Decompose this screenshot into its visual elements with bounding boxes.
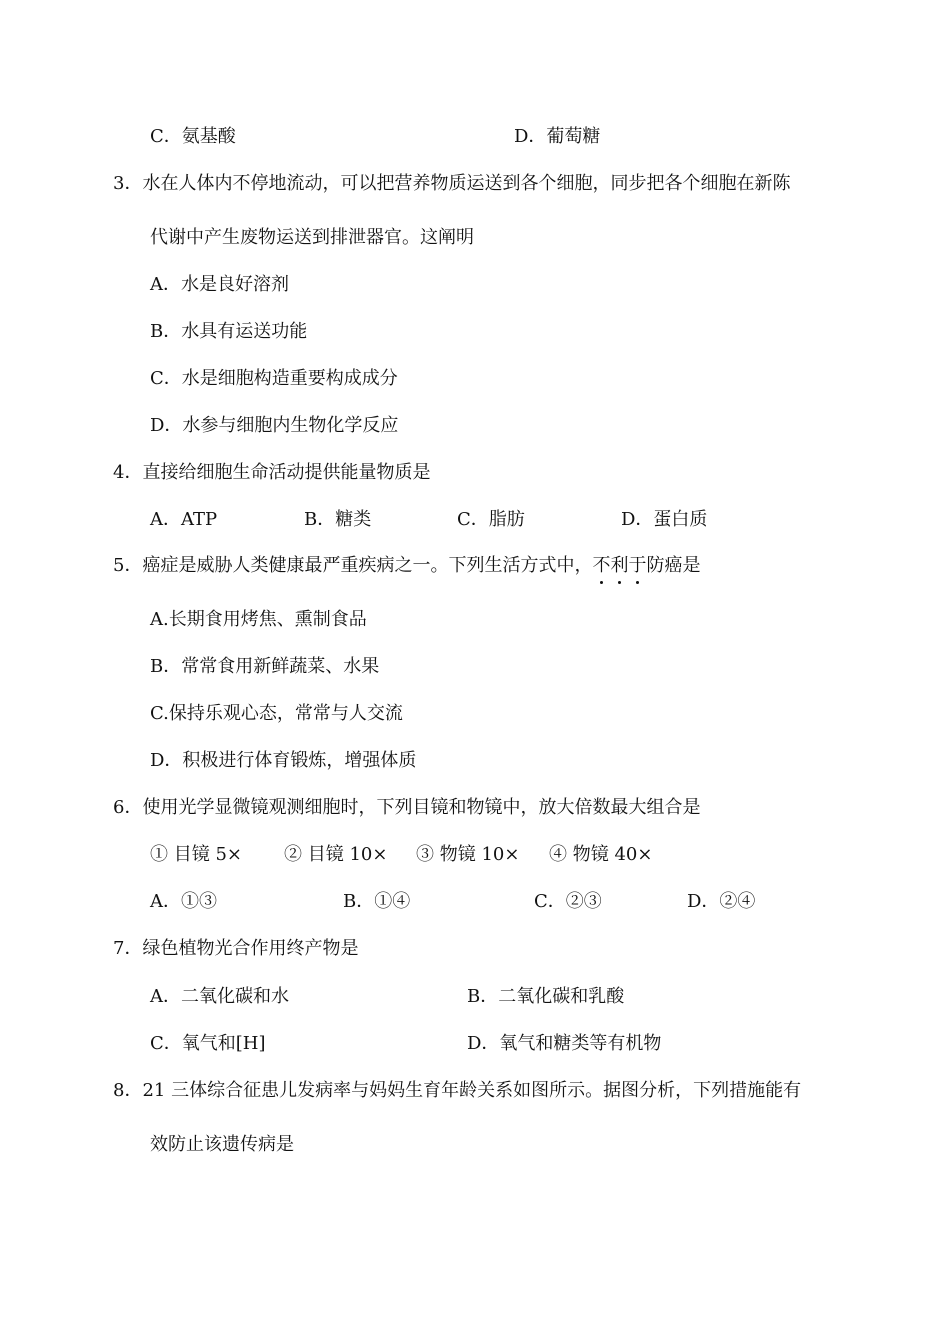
q5-option-d: D．积极进行体育锻炼，增强体质 bbox=[150, 750, 417, 771]
q6-option-c: C．②③ bbox=[534, 891, 602, 912]
q5-option-b: B．常常食用新鲜蔬菜、水果 bbox=[150, 656, 380, 677]
q6-option-b: B．①④ bbox=[343, 891, 411, 912]
q5-stem bbox=[113, 554, 700, 578]
q5-emphasis-char-2: 利 bbox=[610, 555, 629, 576]
q8-stem-line-1: 8．21 三体综合征患儿发病率与妈妈生育年龄关系如图所示。据图分析，下列措施能有 bbox=[113, 1080, 802, 1101]
q6-item-1: ① 目镜 5× bbox=[150, 844, 242, 865]
q2-option-c: C．氨基酸 bbox=[150, 126, 236, 147]
q3-stem-line-2: 代谢中产生废物运送到排泄器官。这阐明 bbox=[150, 227, 474, 248]
q3-stem-line-1: 3．水在人体内不停地流动，可以把营养物质运送到各个细胞，同步把各个细胞在新陈 bbox=[113, 173, 791, 194]
q2-option-d: D．葡萄糖 bbox=[514, 126, 601, 147]
q5-stem-text-end: 防癌是 bbox=[646, 555, 701, 576]
q3-option-b: B．水具有运送功能 bbox=[150, 321, 308, 342]
q7-option-d: D．氧气和糖类等有机物 bbox=[467, 1033, 662, 1054]
q7-option-c: C．氧气和[H] bbox=[150, 1033, 266, 1054]
q3-option-c: C．水是细胞构造重要构成成分 bbox=[150, 368, 398, 389]
q4-option-d: D．蛋白质 bbox=[621, 509, 708, 530]
q4-option-b: B．糖类 bbox=[304, 509, 372, 530]
q3-option-d: D．水参与细胞内生物化学反应 bbox=[150, 415, 399, 436]
q5-option-a: A.长期食用烤焦、熏制食品 bbox=[150, 609, 367, 630]
q5-option-c: C.保持乐观心态，常常与人交流 bbox=[150, 703, 403, 724]
q4-option-c: C．脂肪 bbox=[457, 509, 525, 530]
q4-option-a: A．ATP bbox=[150, 509, 218, 530]
q8-stem-line-2: 效防止该遗传病是 bbox=[150, 1134, 294, 1155]
q3-option-a: A．水是良好溶剂 bbox=[150, 274, 289, 295]
q5-emphasis-char-3: 于 bbox=[628, 555, 647, 576]
q5-emphasis-char-1: 不 bbox=[592, 555, 611, 576]
q7-stem: 7．绿色植物光合作用终产物是 bbox=[113, 938, 359, 959]
q7-option-b: B．二氧化碳和乳酸 bbox=[467, 986, 625, 1007]
q6-stem: 6．使用光学显微镜观测细胞时，下列目镜和物镜中，放大倍数最大组合是 bbox=[113, 797, 701, 818]
q6-item-2: ② 目镜 10× bbox=[284, 844, 388, 865]
q6-option-a: A．①③ bbox=[150, 891, 217, 912]
q6-item-4: ④ 物镜 40× bbox=[549, 844, 653, 865]
q4-stem: 4．直接给细胞生命活动提供能量物质是 bbox=[113, 462, 431, 483]
q6-item-3: ③ 物镜 10× bbox=[416, 844, 520, 865]
q7-option-a: A．二氧化碳和水 bbox=[150, 986, 289, 1007]
q6-option-d: D．②④ bbox=[687, 891, 756, 912]
q5-stem-text: 5．癌症是威胁人类健康最严重疾病之一。下列生活方式中， bbox=[113, 555, 593, 576]
